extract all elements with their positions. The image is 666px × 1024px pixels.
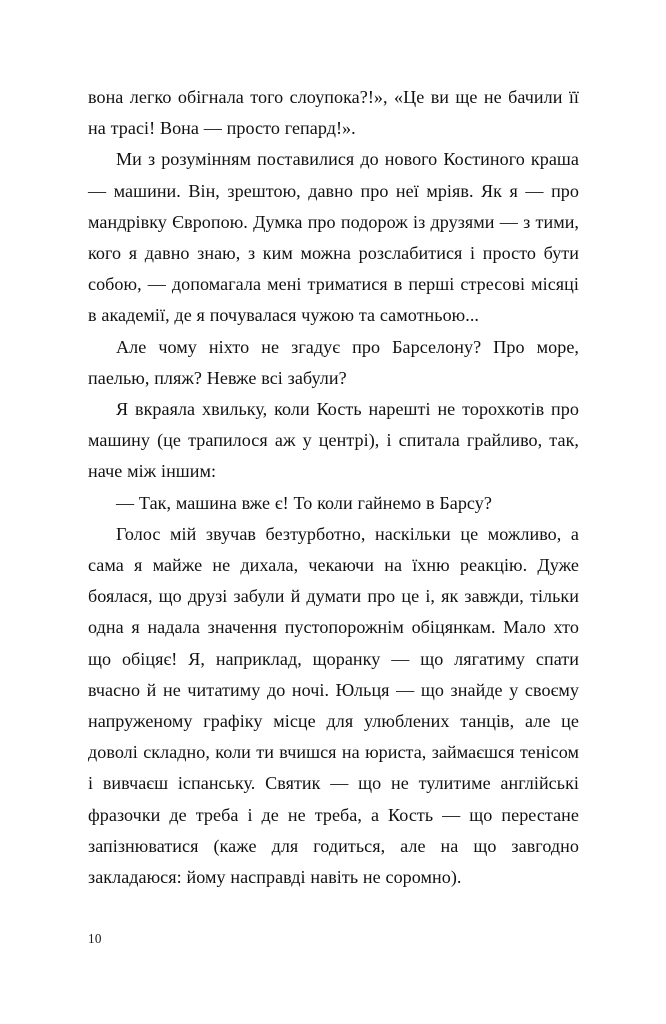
paragraph: Ми з розумінням поставилися до нового Костиного краша — машини. Він, зрештою, давно про неї мріяв. Як я — про мандрівку Європою. Думка про подорож із друзями — з тими, кого я давно знаю, з ким можна розслабитися і просто бути собою, — допомагала мені триматися в перші стресові місяці в академії, де я почувалася чужою та самотньою... [88,149,579,326]
page-text-block [88,82,579,893]
paragraph: Голос мій звучав безтурботно, наскільки це можливо, а сама я майже не дихала, чекаючи на їхню реакцію. Дуже боялася, що друзі забули й думати про це і, як завжди, тільки одна я надала значення пустопорожнім обіцянкам. Мало хто що обіцяє! Я, наприклад, щоранку — що лягатиму спати вчасно й не читатиму до ночі. Юльця — що знайде у своєму напруженому графіку місце для улюблених танців, але це доволі складно, коли ти вчишся на юриста, займаєшся тенісом і вивчаєш іспанську. Святик — що не тулитиме англійські фразочки де треба і де не треба, а Кость — що перестане запізнюватися (каже для годиться, але на що завгодно закладаюся: йому насправді навіть не соромно). [88,523,579,888]
paragraph: Але чому ніхто не згадує про Барселону? Про море, паелью, пляж? Невже всі забули? [88,336,579,388]
paragraph: вона легко обігнала того слоупока?!», «Це ви ще не бачили її на трасі! Вона — просто гепард!». [88,87,579,139]
dialogue-paragraph: — Так, машина вже є! То коли гайнемо в Барсу? [116,492,492,513]
page-number: 10 [88,931,102,946]
paragraph: Я вкраяла хвильку, коли Кость нарешті не торохкотів про машину (це трапилося аж у центрі), і спитала грайливо, так, наче між іншим: [88,399,579,482]
